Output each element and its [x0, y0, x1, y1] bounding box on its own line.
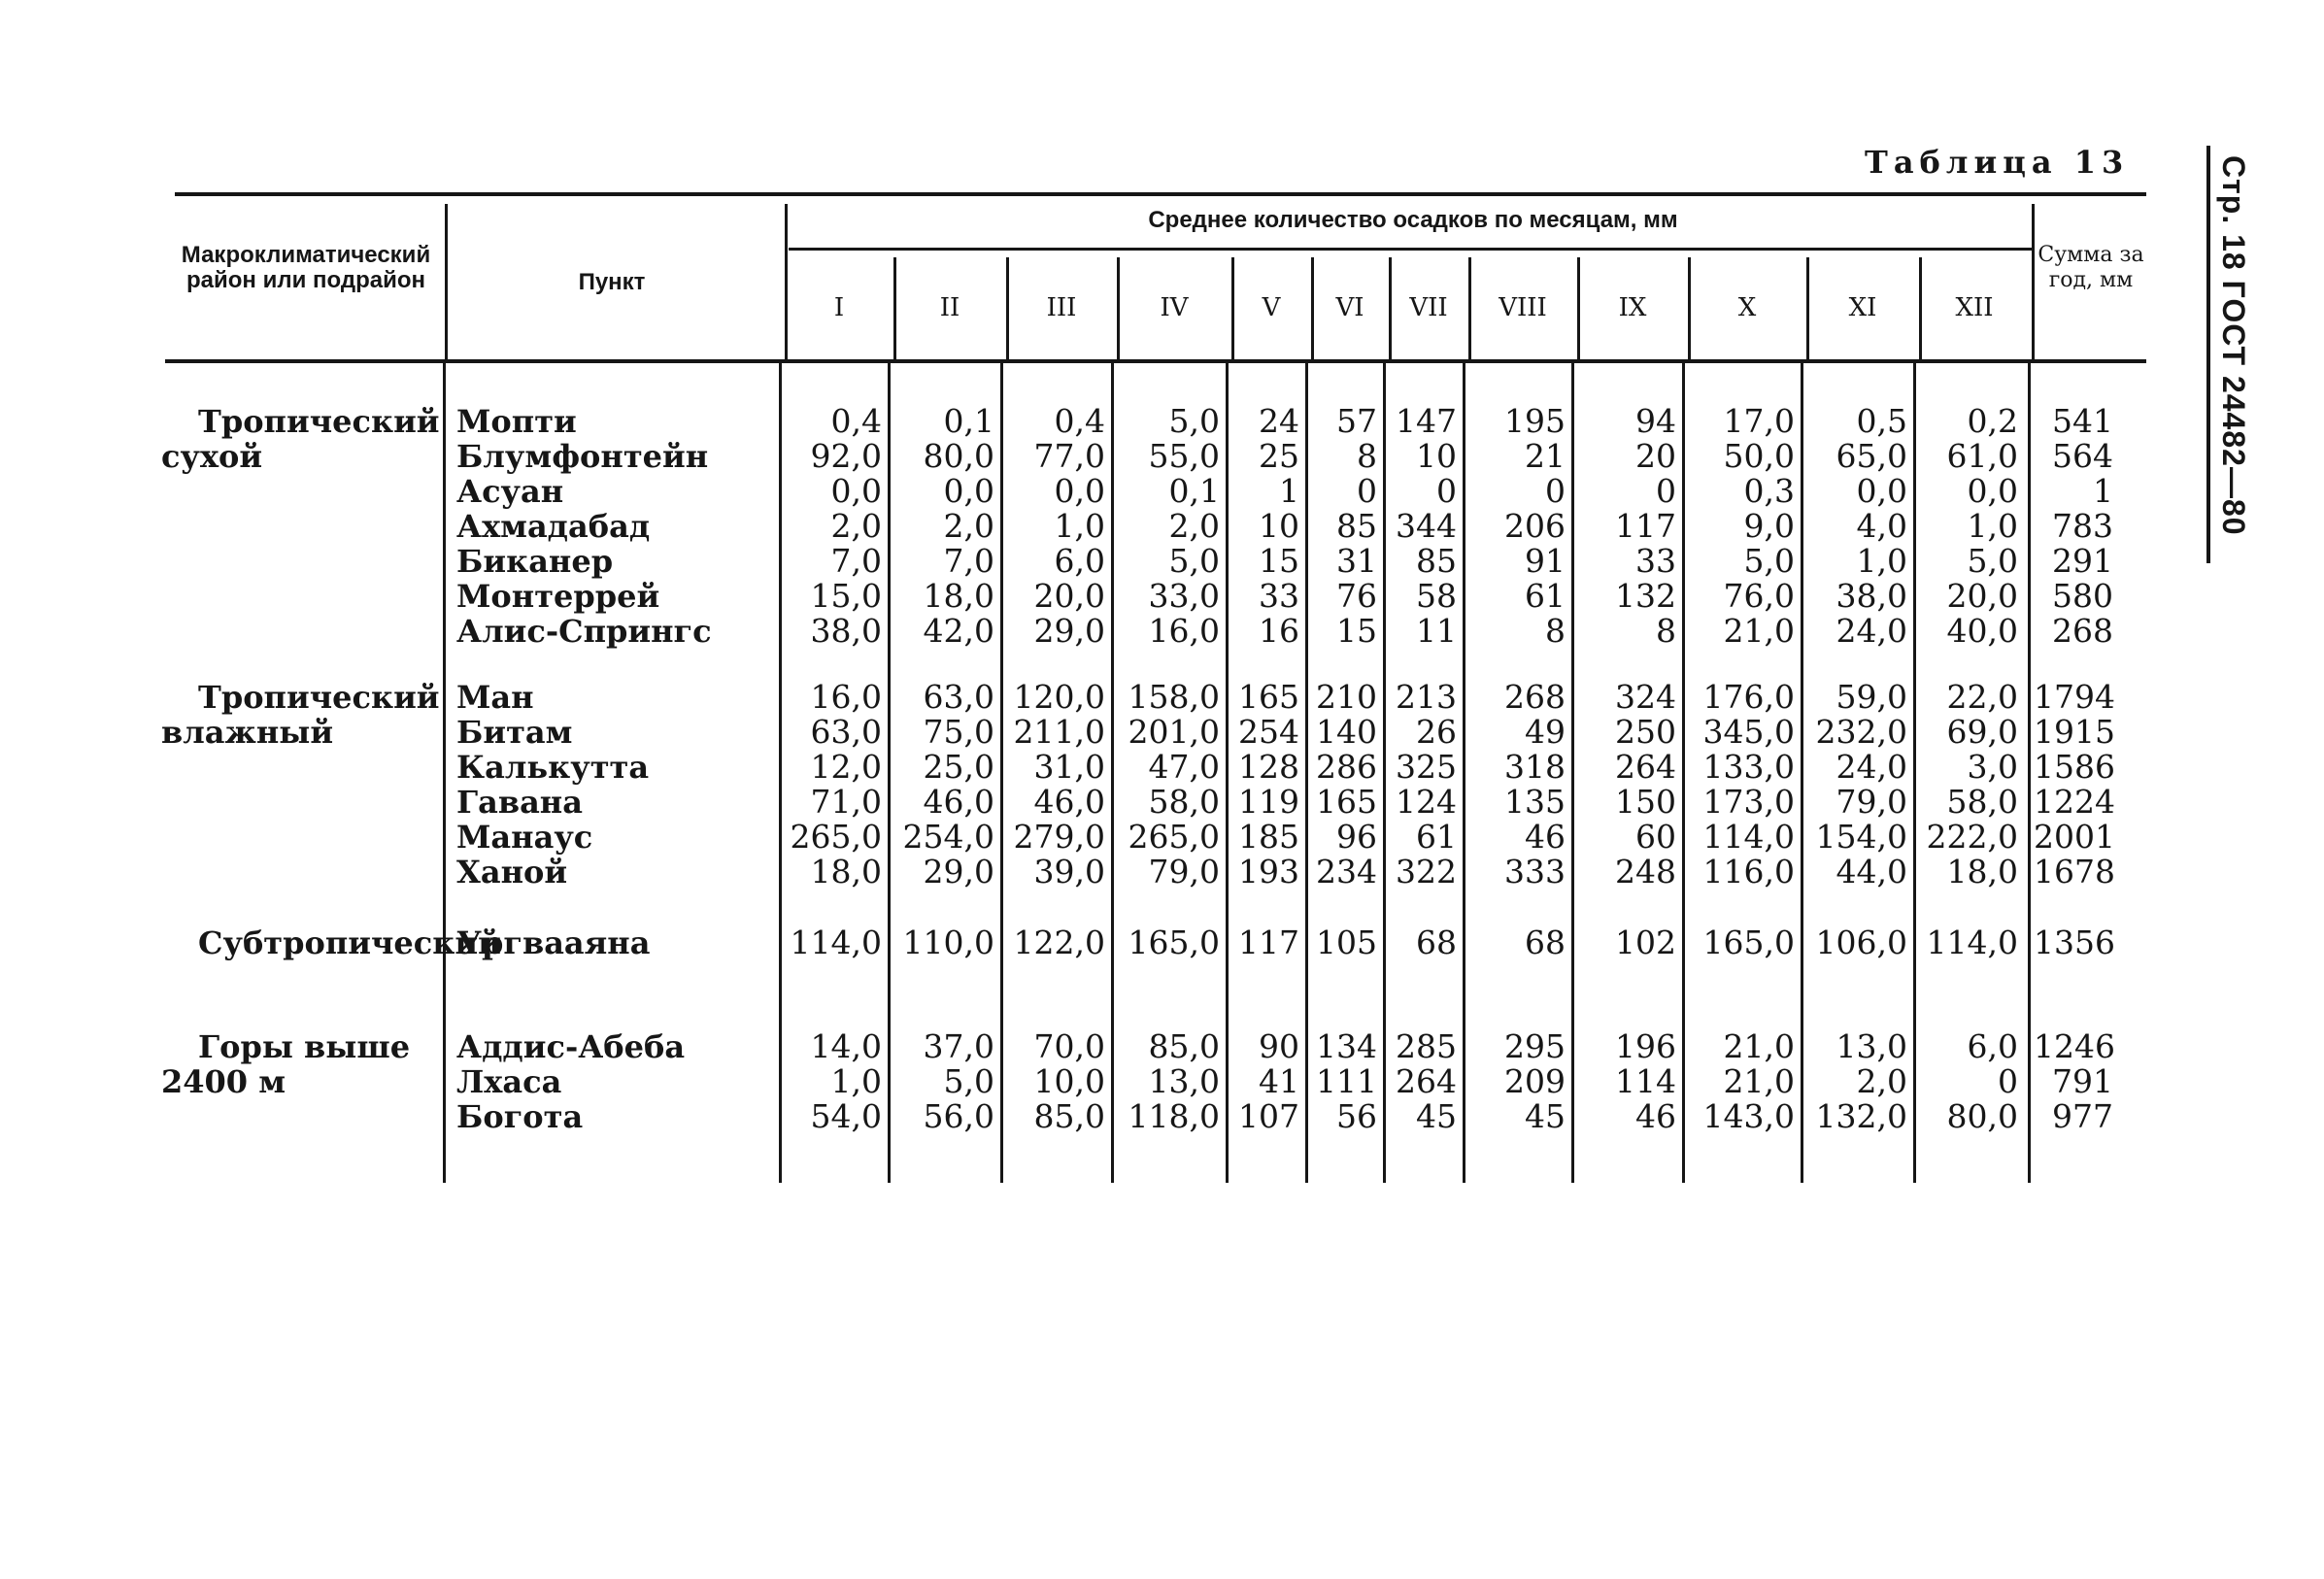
precip-cell-I: 16,0 — [810, 678, 882, 716]
precip-cell-X: 133,0 — [1702, 748, 1795, 786]
precip-cell-XI: 106,0 — [1815, 924, 1907, 961]
header-divider-month — [1389, 257, 1392, 359]
precip-cell-XII: 0,0 — [1967, 472, 2018, 510]
header-divider-month — [1117, 257, 1120, 359]
header-region-column: Макроклиматический район или подрайон — [181, 242, 431, 293]
precip-cell-IX: 264 — [1615, 748, 1676, 786]
precip-cell-III: 279,0 — [1013, 818, 1105, 856]
annual-sum-cell: 1246 — [2034, 1027, 2115, 1065]
precip-cell-XI: 154,0 — [1815, 818, 1907, 856]
station-name: Калькутта — [456, 749, 650, 786]
precip-cell-III: 120,0 — [1013, 678, 1105, 716]
precip-cell-III: 0,4 — [1054, 402, 1105, 440]
precip-cell-I: 18,0 — [810, 853, 882, 890]
precip-cell-IV: 33,0 — [1148, 577, 1220, 615]
side-reference: Стр. 18 ГОСТ 24482—80 — [2216, 155, 2251, 536]
region-label: Горы выше 2400 м — [161, 1028, 411, 1100]
precip-cell-X: 50,0 — [1723, 437, 1795, 475]
precip-cell-V: 193 — [1238, 853, 1299, 890]
header-sum-column: Сумма за год, мм — [2038, 243, 2144, 292]
precip-cell-V: 41 — [1259, 1062, 1299, 1100]
precip-cell-V: 15 — [1259, 542, 1299, 580]
month-header-I: I — [833, 293, 845, 322]
station-name: Блумфонтейн — [456, 438, 709, 475]
precip-cell-XII: 40,0 — [1946, 612, 2018, 650]
precip-cell-VIII: 206 — [1504, 507, 1566, 545]
precip-cell-III: 70,0 — [1033, 1027, 1105, 1065]
precip-cell-VIII: 8 — [1545, 612, 1566, 650]
precip-cell-II: 56,0 — [923, 1097, 994, 1135]
annual-sum-cell: 977 — [2052, 1097, 2113, 1135]
precip-cell-V: 185 — [1238, 818, 1299, 856]
precip-cell-II: 29,0 — [923, 853, 994, 890]
precip-cell-XI: 1,0 — [1856, 542, 1907, 580]
precip-cell-IX: 117 — [1615, 507, 1676, 545]
precip-cell-XI: 0,5 — [1856, 402, 1907, 440]
precip-cell-II: 110,0 — [902, 924, 994, 961]
precip-cell-IX: 102 — [1615, 924, 1676, 961]
precip-cell-IV: 0,1 — [1168, 472, 1220, 510]
precip-cell-IV: 16,0 — [1148, 612, 1220, 650]
station-name: Лхаса — [456, 1063, 562, 1100]
precip-cell-VIII: 0 — [1545, 472, 1566, 510]
precip-cell-II: 80,0 — [923, 437, 994, 475]
precip-cell-V: 33 — [1259, 577, 1299, 615]
precip-cell-I: 0,0 — [830, 472, 882, 510]
month-header-IV: IV — [1160, 293, 1189, 322]
precip-cell-VI: 85 — [1336, 507, 1377, 545]
precip-cell-VIII: 135 — [1504, 783, 1566, 821]
precip-cell-X: 17,0 — [1723, 402, 1795, 440]
precip-cell-VIII: 268 — [1504, 678, 1566, 716]
header-point-column: Пункт — [578, 269, 646, 295]
station-name: Гавана — [456, 784, 583, 821]
precip-cell-I: 7,0 — [830, 542, 882, 580]
precip-cell-V: 128 — [1238, 748, 1299, 786]
precip-cell-II: 46,0 — [923, 783, 994, 821]
precip-cell-IX: 8 — [1656, 612, 1676, 650]
precip-cell-II: 254,0 — [902, 818, 994, 856]
annual-sum-cell: 1794 — [2034, 678, 2115, 716]
body-divider-sum — [2028, 361, 2031, 1183]
precip-cell-V: 90 — [1259, 1027, 1299, 1065]
precip-cell-II: 25,0 — [923, 748, 994, 786]
table-title: Таблица 13 — [1865, 144, 2130, 181]
station-name: Ахмадабад — [456, 508, 651, 545]
precip-cell-VIII: 333 — [1504, 853, 1566, 890]
annual-sum-cell: 268 — [2052, 612, 2113, 650]
precip-cell-VII: 58 — [1416, 577, 1457, 615]
precip-cell-VI: 286 — [1316, 748, 1377, 786]
precip-cell-IX: 0 — [1656, 472, 1676, 510]
precip-cell-III: 31,0 — [1033, 748, 1105, 786]
table-group-rule — [789, 248, 2032, 251]
precip-cell-X: 165,0 — [1702, 924, 1795, 961]
precip-cell-X: 345,0 — [1702, 713, 1795, 751]
precip-cell-III: 10,0 — [1033, 1062, 1105, 1100]
annual-sum-cell: 564 — [2052, 437, 2113, 475]
precip-cell-IX: 60 — [1635, 818, 1676, 856]
month-header-VIII: VIII — [1499, 293, 1547, 322]
precip-cell-XI: 59,0 — [1836, 678, 1907, 716]
station-name: Ханой — [456, 854, 568, 890]
month-header-V: V — [1262, 293, 1281, 322]
header-divider-month — [1806, 257, 1809, 359]
precip-cell-VIII: 295 — [1504, 1027, 1566, 1065]
precip-cell-XI: 0,0 — [1856, 472, 1907, 510]
precip-cell-IV: 118,0 — [1128, 1097, 1220, 1135]
body-divider-region — [443, 361, 446, 1183]
precip-cell-X: 143,0 — [1702, 1097, 1795, 1135]
annual-sum-cell: 1356 — [2034, 924, 2115, 961]
precip-cell-X: 116,0 — [1702, 853, 1795, 890]
annual-sum-cell: 291 — [2052, 542, 2113, 580]
annual-sum-cell: 1678 — [2034, 853, 2115, 890]
header-divider-month — [1468, 257, 1471, 359]
precip-cell-III: 0,0 — [1054, 472, 1105, 510]
precip-cell-II: 63,0 — [923, 678, 994, 716]
precip-cell-VI: 56 — [1336, 1097, 1377, 1135]
precip-cell-VI: 96 — [1336, 818, 1377, 856]
precip-cell-I: 2,0 — [830, 507, 882, 545]
station-name: Манаус — [456, 819, 593, 856]
precip-cell-V: 117 — [1238, 924, 1299, 961]
precip-cell-III: 85,0 — [1033, 1097, 1105, 1135]
precip-cell-VI: 140 — [1316, 713, 1377, 751]
precip-cell-II: 37,0 — [923, 1027, 994, 1065]
precip-cell-V: 165 — [1238, 678, 1299, 716]
table-top-rule — [175, 192, 2146, 196]
month-header-X: X — [1737, 293, 1757, 322]
header-divider-point — [785, 204, 788, 359]
precip-cell-VII: 124 — [1396, 783, 1457, 821]
precip-cell-XII: 0,2 — [1967, 402, 2018, 440]
month-header-III: III — [1046, 293, 1077, 322]
annual-sum-cell: 1 — [2093, 472, 2113, 510]
precip-cell-V: 254 — [1238, 713, 1299, 751]
precip-cell-XI: 232,0 — [1815, 713, 1907, 751]
precip-cell-II: 75,0 — [923, 713, 994, 751]
region-label: Субтропический — [198, 924, 501, 961]
precip-cell-I: 92,0 — [810, 437, 882, 475]
precip-cell-IV: 2,0 — [1168, 507, 1220, 545]
precip-cell-IV: 58,0 — [1148, 783, 1220, 821]
precip-cell-XII: 6,0 — [1967, 1027, 2018, 1065]
header-divider-month — [1311, 257, 1314, 359]
precip-cell-I: 38,0 — [810, 612, 882, 650]
month-header-XII: XII — [1955, 293, 1994, 322]
precip-cell-I: 15,0 — [810, 577, 882, 615]
precip-cell-X: 176,0 — [1702, 678, 1795, 716]
precip-cell-VII: 68 — [1416, 924, 1457, 961]
station-name: Биканер — [456, 543, 614, 580]
precip-cell-VII: 0 — [1436, 472, 1457, 510]
precip-cell-III: 122,0 — [1013, 924, 1105, 961]
header-divider-sum — [2032, 204, 2035, 359]
precip-cell-IV: 55,0 — [1148, 437, 1220, 475]
precip-cell-V: 119 — [1238, 783, 1299, 821]
precip-cell-IX: 20 — [1635, 437, 1676, 475]
month-header-IX: IX — [1618, 293, 1647, 322]
precip-cell-I: 0,4 — [830, 402, 882, 440]
annual-sum-cell: 1586 — [2034, 748, 2115, 786]
precip-cell-VII: 285 — [1396, 1027, 1457, 1065]
precip-cell-II: 5,0 — [943, 1062, 994, 1100]
precip-cell-I: 14,0 — [810, 1027, 882, 1065]
precip-cell-XI: 4,0 — [1856, 507, 1907, 545]
precip-cell-VII: 344 — [1396, 507, 1457, 545]
precip-cell-II: 2,0 — [943, 507, 994, 545]
precip-cell-VI: 134 — [1316, 1027, 1377, 1065]
header-divider-month — [1919, 257, 1922, 359]
precip-cell-VI: 234 — [1316, 853, 1377, 890]
precip-cell-VII: 264 — [1396, 1062, 1457, 1100]
precip-cell-II: 0,0 — [943, 472, 994, 510]
precip-cell-IV: 13,0 — [1148, 1062, 1220, 1100]
precip-cell-VI: 15 — [1336, 612, 1377, 650]
month-header-VI: VI — [1335, 293, 1364, 322]
precip-cell-XII: 5,0 — [1967, 542, 2018, 580]
precip-cell-III: 46,0 — [1033, 783, 1105, 821]
precip-cell-VI: 8 — [1357, 437, 1377, 475]
precip-cell-IV: 158,0 — [1128, 678, 1220, 716]
precip-cell-XI: 79,0 — [1836, 783, 1907, 821]
precip-cell-VII: 85 — [1416, 542, 1457, 580]
month-header-XI: XI — [1848, 293, 1877, 322]
header-divider-month — [1688, 257, 1691, 359]
precip-cell-VI: 105 — [1316, 924, 1377, 961]
precip-cell-IV: 201,0 — [1128, 713, 1220, 751]
precip-cell-X: 114,0 — [1702, 818, 1795, 856]
annual-sum-cell: 791 — [2052, 1062, 2113, 1100]
precip-cell-XII: 18,0 — [1946, 853, 2018, 890]
precip-cell-VII: 10 — [1416, 437, 1457, 475]
precip-cell-VI: 31 — [1336, 542, 1377, 580]
precip-cell-IX: 33 — [1635, 542, 1676, 580]
precip-cell-XII: 222,0 — [1926, 818, 2018, 856]
precip-cell-V: 16 — [1259, 612, 1299, 650]
header-divider-month — [1231, 257, 1234, 359]
precip-cell-IX: 196 — [1615, 1027, 1676, 1065]
precip-cell-III: 39,0 — [1033, 853, 1105, 890]
precip-cell-III: 211,0 — [1013, 713, 1105, 751]
precip-cell-X: 21,0 — [1723, 1062, 1795, 1100]
precip-cell-IX: 132 — [1615, 577, 1676, 615]
precip-cell-XII: 3,0 — [1967, 748, 2018, 786]
month-header-VII: VII — [1409, 293, 1448, 322]
precip-cell-V: 25 — [1259, 437, 1299, 475]
precip-cell-XI: 44,0 — [1836, 853, 1907, 890]
precip-cell-VIII: 45 — [1525, 1097, 1566, 1135]
precip-cell-VIII: 318 — [1504, 748, 1566, 786]
header-monthly-group: Среднее количество осадков по месяцам, мм — [1148, 207, 1678, 233]
side-reference-bar — [2206, 146, 2210, 563]
month-header-II: II — [939, 293, 960, 322]
precip-cell-I: 54,0 — [810, 1097, 882, 1135]
precip-cell-VIII: 21 — [1525, 437, 1566, 475]
precip-cell-X: 173,0 — [1702, 783, 1795, 821]
precip-cell-VIII: 61 — [1525, 577, 1566, 615]
precip-cell-XI: 38,0 — [1836, 577, 1907, 615]
precip-cell-XII: 61,0 — [1946, 437, 2018, 475]
precip-cell-VI: 111 — [1316, 1062, 1377, 1100]
precip-cell-XI: 132,0 — [1815, 1097, 1907, 1135]
precip-cell-II: 7,0 — [943, 542, 994, 580]
annual-sum-cell: 541 — [2052, 402, 2113, 440]
precip-cell-IV: 5,0 — [1168, 402, 1220, 440]
precip-cell-VII: 45 — [1416, 1097, 1457, 1135]
station-name: Аддис-Абеба — [456, 1028, 686, 1065]
precip-cell-IV: 79,0 — [1148, 853, 1220, 890]
precip-cell-XII: 114,0 — [1926, 924, 2018, 961]
precip-cell-VIII: 46 — [1525, 818, 1566, 856]
station-name: Битам — [456, 714, 573, 751]
precip-cell-VIII: 195 — [1504, 402, 1566, 440]
station-name: Мопти — [456, 403, 577, 440]
precip-cell-V: 107 — [1238, 1097, 1299, 1135]
precip-cell-VI: 210 — [1316, 678, 1377, 716]
precip-cell-II: 0,1 — [943, 402, 994, 440]
precip-cell-IX: 94 — [1635, 402, 1676, 440]
precip-cell-VIII: 91 — [1525, 542, 1566, 580]
precip-cell-VIII: 49 — [1525, 713, 1566, 751]
precip-cell-XI: 65,0 — [1836, 437, 1907, 475]
station-name: Ургвааяна — [456, 924, 651, 961]
precip-cell-II: 18,0 — [923, 577, 994, 615]
station-name: Ман — [456, 679, 534, 716]
precip-cell-VI: 76 — [1336, 577, 1377, 615]
precip-cell-I: 63,0 — [810, 713, 882, 751]
precip-cell-VII: 322 — [1396, 853, 1457, 890]
header-divider-month — [1006, 257, 1009, 359]
precip-cell-VII: 26 — [1416, 713, 1457, 751]
precip-cell-XII: 20,0 — [1946, 577, 2018, 615]
precip-cell-I: 1,0 — [830, 1062, 882, 1100]
precip-cell-IX: 46 — [1635, 1097, 1676, 1135]
precip-cell-IV: 47,0 — [1148, 748, 1220, 786]
table-header-rule — [165, 359, 2146, 363]
precip-cell-X: 9,0 — [1743, 507, 1795, 545]
precip-cell-VIII: 209 — [1504, 1062, 1566, 1100]
precip-cell-V: 24 — [1259, 402, 1299, 440]
annual-sum-cell: 1224 — [2034, 783, 2115, 821]
precip-cell-VIII: 68 — [1525, 924, 1566, 961]
precip-cell-XI: 24,0 — [1836, 748, 1907, 786]
precip-cell-VII: 213 — [1396, 678, 1457, 716]
precip-cell-XII: 69,0 — [1946, 713, 2018, 751]
precip-cell-III: 77,0 — [1033, 437, 1105, 475]
precip-cell-XI: 2,0 — [1856, 1062, 1907, 1100]
precip-cell-XII: 80,0 — [1946, 1097, 2018, 1135]
precip-cell-VII: 11 — [1416, 612, 1457, 650]
precip-cell-XII: 58,0 — [1946, 783, 2018, 821]
precip-cell-X: 5,0 — [1743, 542, 1795, 580]
precip-cell-V: 10 — [1259, 507, 1299, 545]
precip-cell-III: 20,0 — [1033, 577, 1105, 615]
precip-cell-III: 6,0 — [1054, 542, 1105, 580]
precip-cell-III: 1,0 — [1054, 507, 1105, 545]
annual-sum-cell: 580 — [2052, 577, 2113, 615]
precip-cell-XII: 1,0 — [1967, 507, 2018, 545]
station-name: Богота — [456, 1098, 584, 1135]
precip-cell-XII: 22,0 — [1946, 678, 2018, 716]
region-label: Тропический влажный — [161, 679, 440, 751]
precip-cell-IV: 85,0 — [1148, 1027, 1220, 1065]
precip-cell-III: 29,0 — [1033, 612, 1105, 650]
header-divider-region — [445, 204, 448, 359]
precip-cell-VII: 325 — [1396, 748, 1457, 786]
precip-cell-I: 71,0 — [810, 783, 882, 821]
precip-cell-IX: 150 — [1615, 783, 1676, 821]
precip-cell-I: 12,0 — [810, 748, 882, 786]
precip-cell-X: 21,0 — [1723, 612, 1795, 650]
region-label: Тропический сухой — [161, 403, 440, 475]
station-name: Асуан — [456, 473, 564, 510]
precip-cell-X: 0,3 — [1743, 472, 1795, 510]
station-name: Монтеррей — [456, 578, 660, 615]
precip-cell-VI: 0 — [1357, 472, 1377, 510]
station-name: Алис-Спрингс — [456, 613, 712, 650]
precip-cell-VII: 61 — [1416, 818, 1457, 856]
precip-cell-I: 265,0 — [790, 818, 882, 856]
precip-cell-IV: 5,0 — [1168, 542, 1220, 580]
annual-sum-cell: 1915 — [2034, 713, 2115, 751]
precip-cell-X: 21,0 — [1723, 1027, 1795, 1065]
precip-cell-X: 76,0 — [1723, 577, 1795, 615]
precip-cell-VI: 57 — [1336, 402, 1377, 440]
precip-cell-V: 1 — [1279, 472, 1299, 510]
precip-cell-VII: 147 — [1396, 402, 1457, 440]
annual-sum-cell: 783 — [2052, 507, 2113, 545]
precip-cell-I: 114,0 — [790, 924, 882, 961]
header-divider-month — [893, 257, 896, 359]
precip-cell-IX: 250 — [1615, 713, 1676, 751]
precip-cell-IX: 324 — [1615, 678, 1676, 716]
precip-cell-IX: 248 — [1615, 853, 1676, 890]
precip-cell-II: 42,0 — [923, 612, 994, 650]
precip-cell-IV: 265,0 — [1128, 818, 1220, 856]
annual-sum-cell: 2001 — [2034, 818, 2115, 856]
header-divider-month — [1577, 257, 1580, 359]
precip-cell-XI: 13,0 — [1836, 1027, 1907, 1065]
precip-cell-IX: 114 — [1615, 1062, 1676, 1100]
precip-cell-IV: 165,0 — [1128, 924, 1220, 961]
precip-cell-VI: 165 — [1316, 783, 1377, 821]
precip-cell-XI: 24,0 — [1836, 612, 1907, 650]
precip-cell-XII: 0 — [1998, 1062, 2018, 1100]
